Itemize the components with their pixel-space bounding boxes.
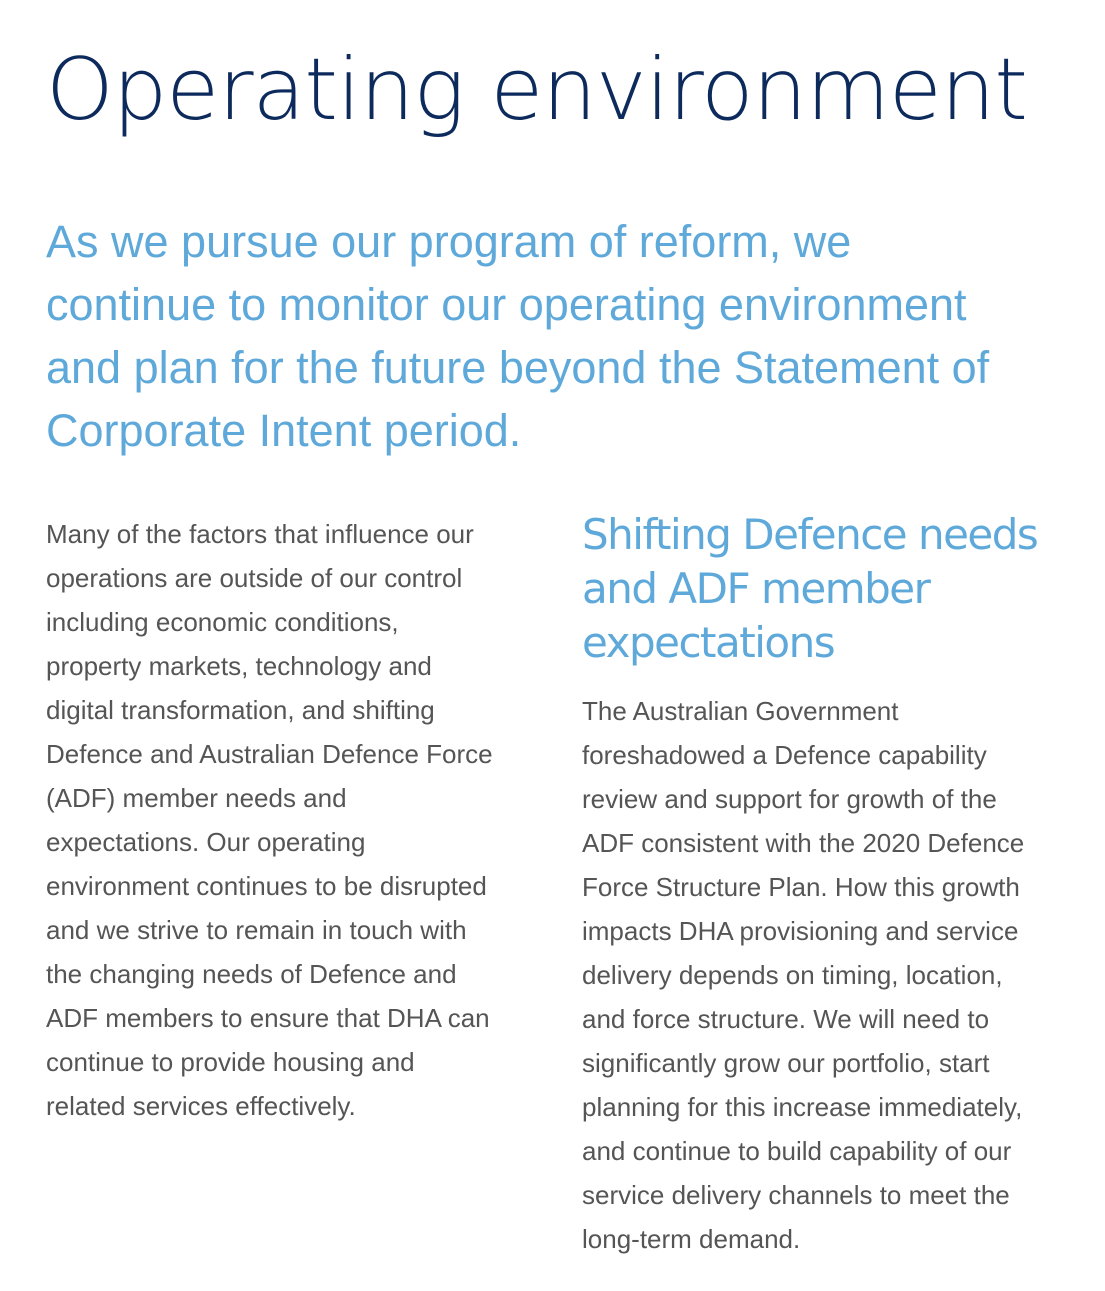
- body-line: expectations. Our operating: [46, 827, 366, 857]
- body-line: delivery depends on timing, location,: [582, 960, 1003, 990]
- body-line: related services effectively.: [46, 1091, 356, 1121]
- right-column-paragraph: [582, 689, 1082, 1261]
- section-heading: [582, 508, 1037, 670]
- body-line: (ADF) member needs and: [46, 783, 347, 813]
- body-line: Defence and Australian Defence Force: [46, 739, 493, 769]
- body-line: digital transformation, and shifting: [46, 695, 435, 725]
- left-column-paragraph: [46, 512, 546, 1128]
- body-line: significantly grow our portfolio, start: [582, 1048, 990, 1078]
- section-heading-line: Shifting Defence needs: [582, 510, 1038, 559]
- body-line: Force Structure Plan. How this growth: [582, 872, 1020, 902]
- body-line: continue to provide housing and: [46, 1047, 415, 1077]
- body-line: environment continues to be disrupted: [46, 871, 487, 901]
- body-line: including economic conditions,: [46, 607, 399, 637]
- section-heading-line: expectations: [582, 618, 835, 667]
- page-title: Operating environment: [46, 40, 1028, 140]
- body-line: and we strive to remain in touch with: [46, 915, 467, 945]
- body-line: Many of the factors that influence our: [46, 519, 474, 549]
- lead-paragraph: [46, 210, 1086, 462]
- lead-line: continue to monitor our operating environment: [46, 279, 967, 330]
- body-line: ADF consistent with the 2020 Defence: [582, 828, 1025, 858]
- body-line: service delivery channels to meet the: [582, 1180, 1010, 1210]
- body-line: The Australian Government: [582, 696, 899, 726]
- body-line: and force structure. We will need to: [582, 1004, 990, 1034]
- lead-line: As we pursue our program of reform, we: [46, 216, 852, 267]
- body-line: foreshadowed a Defence capability: [582, 740, 987, 770]
- section-heading-line: and ADF member: [582, 564, 930, 613]
- body-line: the changing needs of Defence and: [46, 959, 457, 989]
- body-line: and continue to build capability of our: [582, 1136, 1012, 1166]
- body-line: review and support for growth of the: [582, 784, 997, 814]
- body-line: impacts DHA provisioning and service: [582, 916, 1019, 946]
- body-line: long-term demand.: [582, 1224, 801, 1254]
- lead-line: Corporate Intent period.: [46, 405, 522, 456]
- body-line: operations are outside of our control: [46, 563, 463, 593]
- body-line: planning for this increase immediately,: [582, 1092, 1023, 1122]
- body-line: ADF members to ensure that DHA can: [46, 1003, 490, 1033]
- lead-line: and plan for the future beyond the Statement of: [46, 342, 990, 393]
- body-line: property markets, technology and: [46, 651, 432, 681]
